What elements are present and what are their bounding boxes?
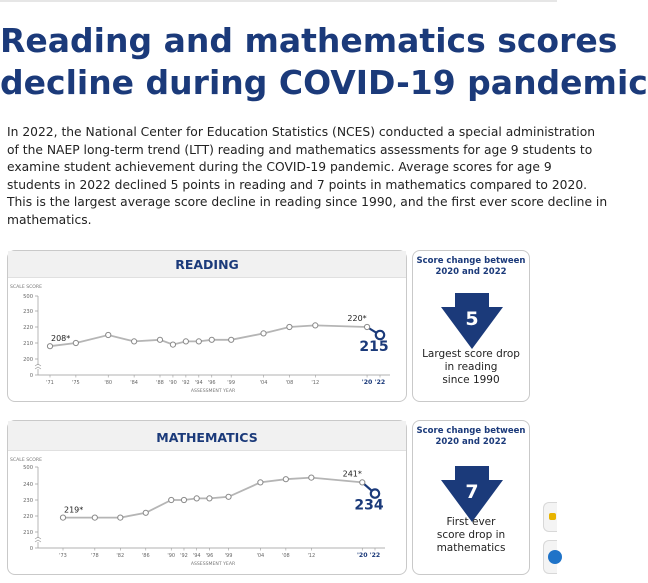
intro-line: mathematics. — [7, 212, 92, 227]
data-point — [313, 323, 318, 328]
x-tick-label: '71 — [46, 380, 54, 386]
x-tick-label: '92 — [182, 380, 190, 386]
caption-line: First ever — [446, 516, 496, 528]
y-tick-label: 230 — [23, 309, 33, 315]
data-point — [364, 324, 369, 329]
x-tick-label: '99 — [224, 553, 233, 559]
math-change-caption — [413, 516, 529, 555]
y-axis-title: SCALE SCORE — [10, 458, 43, 463]
intro-line: examine student achievement during the COVID-19 pandemic. Average scores for age 9 — [7, 160, 552, 174]
page-title — [0, 20, 648, 104]
y-tick-label: 220 — [23, 325, 33, 331]
x-tick-label: '22 — [369, 552, 381, 559]
math-change-header: Score change between 2020 and 2022 — [416, 426, 526, 447]
data-point — [181, 497, 186, 502]
y-tick-label: 0 — [29, 546, 33, 552]
intro-line: This is the largest average score decline in reading since 1990, and the first ever score decline in — [7, 195, 608, 209]
title-line-2: decline during COVID-19 pandemic — [0, 63, 648, 102]
y-tick-label: 500 — [23, 465, 33, 471]
intro-line: students in 2022 declined 5 points in reading and 7 points in mathematics compared to 2020. — [7, 177, 588, 192]
series-line — [63, 478, 362, 518]
reading-panel-title: READING — [175, 257, 239, 272]
data-point — [143, 510, 148, 515]
x-tick-label: '96 — [207, 380, 216, 386]
data-point — [371, 489, 379, 497]
x-tick-label: '04 — [259, 380, 268, 386]
data-point — [226, 494, 231, 499]
data-point — [118, 515, 123, 520]
reading-chart-panel — [7, 250, 407, 402]
y-tick-label: 210 — [23, 530, 33, 536]
data-point — [73, 340, 78, 345]
x-axis-title: ASSESSMENT YEAR — [190, 562, 236, 567]
y-tick-label: 0 — [29, 373, 33, 379]
x-tick-label: '94 — [192, 553, 201, 559]
x-tick-label: '73 — [59, 553, 67, 559]
reading-change-value: 5 — [465, 308, 479, 330]
data-point — [309, 475, 314, 480]
data-point — [106, 332, 111, 337]
x-axis-title: ASSESSMENT YEAR — [190, 389, 236, 394]
data-point — [209, 337, 214, 342]
x-tick-label: '78 — [90, 553, 99, 559]
reading-change-card — [412, 250, 530, 402]
y-tick-label: 200 — [23, 357, 33, 363]
reading-change-caption — [413, 348, 529, 387]
data-point — [60, 515, 65, 520]
data-point — [132, 339, 137, 344]
x-tick-label: '92 — [180, 553, 188, 559]
value-label-2022: 234 — [354, 497, 384, 514]
data-point — [169, 497, 174, 502]
value-label-2020: 220* — [347, 314, 367, 323]
math-change-card — [412, 420, 530, 575]
x-tick-label: '96 — [205, 553, 214, 559]
x-tick-label: '04 — [256, 553, 265, 559]
x-tick-label: '20 — [361, 379, 373, 386]
reading-change-header: Score change between 2020 and 2022 — [416, 256, 526, 277]
data-point — [258, 480, 263, 485]
x-tick-label: '84 — [130, 380, 138, 386]
data-point — [360, 480, 365, 485]
caption-line: score drop in — [436, 529, 506, 541]
data-point — [183, 339, 188, 344]
first-value-label: 219* — [64, 505, 84, 515]
value-label-2022: 215 — [359, 339, 389, 355]
x-tick-label: '75 — [72, 380, 80, 386]
x-tick-label: '90 — [169, 380, 177, 386]
data-point — [376, 331, 384, 339]
data-point — [196, 339, 201, 344]
data-point — [194, 496, 199, 501]
data-point — [92, 515, 97, 520]
x-tick-label: '90 — [167, 553, 176, 559]
x-tick-label: '12 — [311, 380, 320, 386]
data-point — [287, 324, 292, 329]
math-line-chart — [8, 452, 408, 576]
y-tick-label: 240 — [23, 482, 33, 488]
y-tick-label: 230 — [23, 498, 33, 504]
x-tick-label: '94 — [194, 380, 203, 386]
reading-panel-header — [8, 251, 406, 278]
y-tick-label: 220 — [23, 514, 33, 520]
x-tick-label: '20 — [357, 552, 368, 559]
feedback-widget-icon[interactable] — [543, 502, 557, 532]
data-point — [283, 477, 288, 482]
math-panel-header — [8, 421, 406, 451]
math-down-arrow-icon — [413, 464, 531, 524]
x-tick-label: '22 — [374, 379, 386, 386]
data-point — [261, 331, 266, 336]
data-point — [47, 344, 52, 349]
y-tick-label: 500 — [23, 294, 33, 300]
data-point — [170, 342, 175, 347]
x-tick-label: '82 — [116, 553, 125, 559]
x-tick-label: '99 — [227, 380, 236, 386]
x-tick-label: '80 — [104, 380, 113, 386]
math-chart-panel — [7, 420, 407, 575]
data-point — [157, 337, 162, 342]
y-axis-title: SCALE SCORE — [10, 285, 43, 290]
math-change-value: 7 — [465, 481, 479, 503]
caption-line: in reading — [444, 361, 498, 373]
title-line-1: Reading and mathematics scores — [0, 21, 618, 60]
series-line — [50, 325, 367, 346]
x-tick-label: '88 — [156, 380, 164, 386]
intro-paragraph — [7, 124, 608, 229]
caption-line: since 1990 — [442, 374, 500, 386]
caption-line: Largest score drop — [422, 348, 520, 360]
x-tick-label: '86 — [141, 553, 150, 559]
x-tick-label: '08 — [285, 380, 294, 386]
first-value-label: 208* — [51, 334, 71, 344]
data-point — [207, 496, 212, 501]
help-widget-icon[interactable] — [543, 540, 557, 574]
reading-down-arrow-icon — [413, 291, 531, 351]
intro-line: In 2022, the National Center for Education Statistics (NCES) conducted a special administration — [7, 125, 596, 139]
x-tick-label: '12 — [307, 553, 316, 559]
y-tick-label: 210 — [23, 341, 33, 347]
value-label-2020: 241* — [342, 469, 362, 479]
data-point — [229, 337, 234, 342]
intro-line: of the NAEP long-term trend (LTT) reading and mathematics assessments for age 9 students to — [7, 142, 593, 157]
caption-line: mathematics — [436, 542, 506, 554]
reading-line-chart — [8, 279, 408, 403]
top-divider — [0, 0, 557, 2]
x-tick-label: '08 — [281, 553, 290, 559]
math-panel-title: MATHEMATICS — [156, 430, 258, 445]
